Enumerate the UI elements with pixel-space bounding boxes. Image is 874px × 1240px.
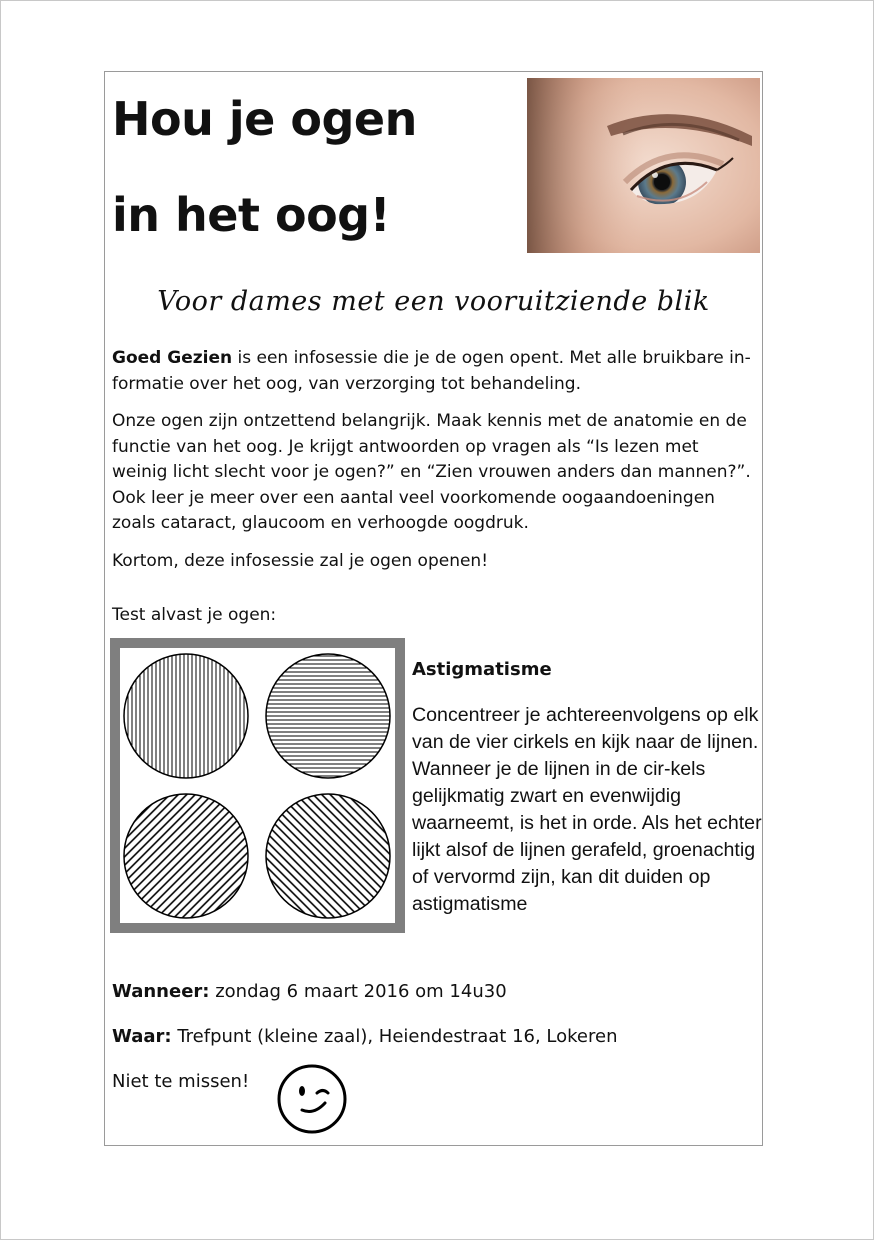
where-value: Trefpunt (kleine zaal), Heiendestraat 16, Lokeren: [171, 1026, 618, 1047]
astigmatism-title: Astigmatisme: [412, 659, 552, 680]
when-line: [112, 981, 507, 1002]
closing-text: Niet te missen!: [112, 1071, 250, 1092]
tagline: Voor dames met een vooruitziende blik: [157, 286, 710, 317]
astigmatism-text: Concentreer je achtereenvolgens op elk van de vier cirkels en kijk naar de lijnen. Wanneer je de lijnen in de cir-kels gelijkmatig zwart en evenwijdig waarneemt, is het in orde. Als het echter lijkt alsof de lijnen gerafeld, groenachtig of vervormd zijn, kan dit duiden op astigmatisme: [412, 704, 762, 915]
winking-smiley-icon: [276, 1063, 348, 1135]
title-line-1: Hou je ogen: [112, 92, 417, 146]
test-intro: Test alvast je ogen:: [112, 605, 277, 625]
title-line-2: in het oog!: [112, 188, 391, 242]
when-value: zondag 6 maart 2016 om 14u30: [209, 981, 507, 1002]
horizontal-lines-circle: [266, 654, 390, 778]
diagonal-lines-circle-right: [266, 794, 390, 918]
intro-text: is een infosessie die je de ogen opent. Met alle bruikbare in-formatie over het oog, van verzorging tot behandeling.: [112, 348, 751, 394]
vertical-lines-circle: [124, 654, 248, 778]
summary-paragraph: Kortom, deze infosessie zal je ogen openen!: [112, 551, 489, 571]
body-paragraph: Onze ogen zijn ontzettend belangrijk. Maak kennis met de anatomie en de functie van het oog. Je krijgt antwoorden op vragen als “Is lezen met weinig licht slecht voor je ogen?” en “Zien vrouwen anders dan mannen?”. Ook leer je meer over een aantal veel voorkomende oogaandoeningen zoals cataract, glaucoom en verhoogde oogdruk.: [112, 411, 751, 533]
where-line: [112, 1026, 618, 1047]
intro-paragraph: [112, 346, 757, 397]
when-label: Wanneer:: [112, 981, 210, 1002]
where-label: Waar:: [112, 1026, 172, 1047]
diagonal-lines-circle-left: [124, 794, 248, 918]
astigmatism-test-figure: [110, 638, 405, 933]
brand-name: Goed Gezien: [112, 348, 233, 368]
eye-photo: [527, 78, 760, 253]
